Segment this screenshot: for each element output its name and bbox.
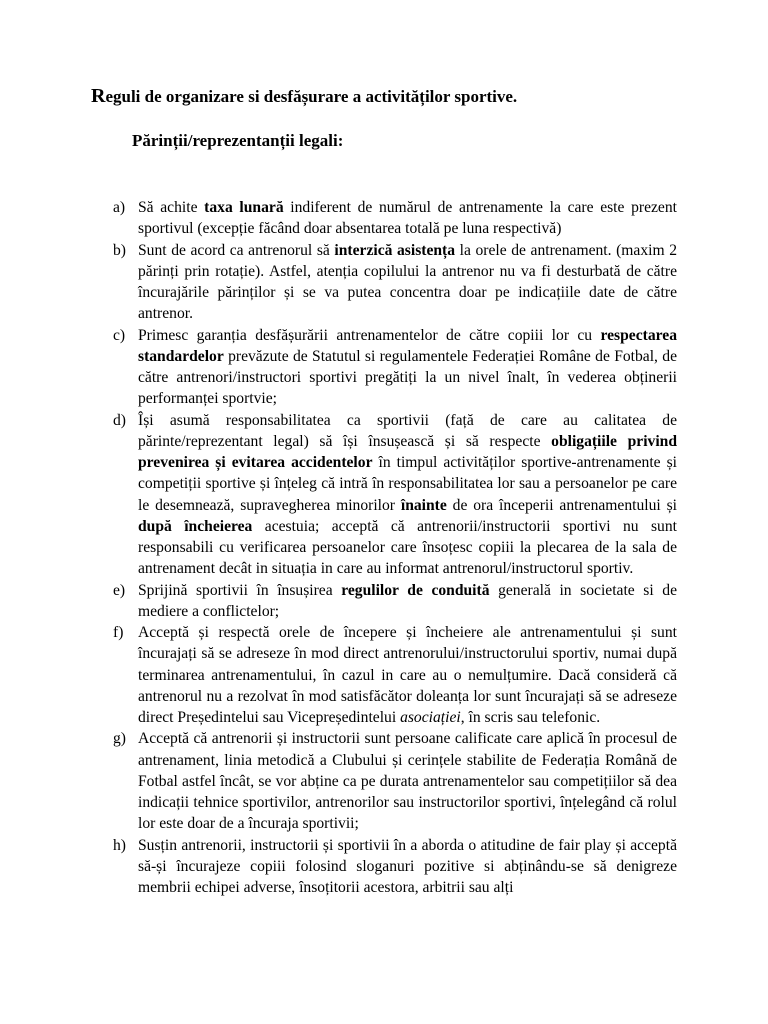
rule-text bbox=[138, 412, 677, 578]
rule-text-fragment: Acceptă și respectă orele de începere și încheiere ale antrenamentului și sunt încurajați să se adreseze în mod direct antrenorului/instructorului sportiv, numai după terminarea antrenamentului, în cazul in care au o nemulțumire. Dacă consideră că antrenorul nu a rezolvat în mod satisfăcător doleanța lor sunt încurajați să se adreseze direct Președintelui sau Vicepreședintelui bbox=[138, 624, 677, 726]
rule-text-fragment: Să achite bbox=[138, 199, 205, 216]
rule-emphasis: după încheierea bbox=[138, 517, 253, 535]
rule-item bbox=[0, 580, 677, 623]
rule-text bbox=[138, 242, 677, 323]
rule-text bbox=[138, 730, 677, 832]
rule-text-fragment: prevăzute de Statutul si regulamentele Federației Române de Fotbal, de către antrenori/instructori sportivi pregătiți la un nivel înalt, în vederea obținerii performanței sportvie; bbox=[138, 347, 677, 408]
rule-marker: h) bbox=[113, 836, 126, 854]
rule-text bbox=[138, 837, 677, 897]
rule-item bbox=[0, 240, 677, 325]
rule-text-fragment: Sprijină sportivii în însușirea bbox=[138, 581, 342, 599]
rule-marker: c) bbox=[113, 326, 126, 344]
rules-list bbox=[0, 197, 768, 898]
rule-item bbox=[0, 835, 677, 899]
rule-marker: e) bbox=[113, 581, 126, 599]
rule-item bbox=[0, 728, 677, 834]
rule-emphasis: respectarea standardelor bbox=[138, 326, 677, 365]
rule-text-fragment: Susțin antrenorii, instructorii și sportivii în a aborda o atitudine de fair play și acceptă să-și încurajeze copiii folosind sloganuri pozitive si abținându-se să denigreze membrii echipei adverse, însoțitorii acestora, arbitrii sau alți bbox=[138, 836, 677, 896]
rule-emphasis: regulilor de conduită bbox=[341, 581, 490, 599]
rule-text-fragment: Își asumă responsabilitatea ca sportivii (față de care au calitatea de părinte/reprezentant legal) să își însușească și să respecte bbox=[138, 411, 677, 450]
rule-text-fragment: , în scris sau telefonic. bbox=[460, 709, 601, 726]
rule-marker: d) bbox=[113, 411, 126, 429]
rule-text bbox=[138, 327, 677, 408]
rule-emphasis: înainte bbox=[400, 496, 447, 514]
rule-text bbox=[138, 582, 677, 620]
rule-item bbox=[0, 325, 677, 410]
rule-text-fragment: generală in societate si de mediere a conflictelor; bbox=[138, 581, 678, 620]
rule-item bbox=[0, 410, 677, 580]
rule-marker: b) bbox=[113, 241, 126, 259]
section-heading: Părinții/reprezentanții legali: bbox=[132, 131, 344, 150]
rule-text-fragment: Acceptă că antrenorii și instructorii sunt persoane calificate care aplică în procesul de antrenament, linia metodică a Clubului și cerințele stabilite de Federația Română de Fotbal astfel încât, se vor abține ca pe durata antrenamentelor sau competițiilor să dea indicații tehnice sportivilor, antrenorilor sau instructorilor sportivi, înțelegând că rolul lor este doar de a încuraja sportivii; bbox=[138, 730, 677, 833]
rule-text-fragment: acestuia; acceptă că antrenorii/instructorii sportivi nu sunt responsabili cu verificarea persoanelor care însoțesc copiii la plecarea de la sala de antrenament decât in situația in care au informat antrenorul/instructorul sportiv. bbox=[138, 517, 677, 578]
title-initial: R bbox=[91, 85, 106, 107]
rule-item bbox=[0, 197, 677, 240]
rule-marker: g) bbox=[113, 730, 126, 748]
rule-text bbox=[138, 199, 677, 237]
rule-text bbox=[138, 624, 677, 726]
rule-text-fragment: Primesc garanția desfășurării antrenamentelor de către copiii lor cu bbox=[138, 326, 601, 344]
rule-emphasis: interzică asistența bbox=[334, 241, 456, 259]
rule-marker: f) bbox=[113, 624, 124, 641]
rule-text-fragment: indiferent de numărul de antrenamente la care este prezent sportivul (excepție făcând doar absentarea totală pe luna respectivă) bbox=[138, 199, 677, 238]
rule-italic: asociației bbox=[400, 709, 461, 726]
rule-text-fragment: în timpul activităților sportive-antrenamente și competiții sportive și înțeleg că intră în responsabilitatea lor sau a persoanelor pe care le desemnează, supravegherea minorilor bbox=[138, 454, 677, 514]
rule-text-fragment: Sunt de acord ca antrenorul să bbox=[138, 241, 335, 259]
rule-emphasis: taxa lunară bbox=[204, 199, 284, 216]
document-title bbox=[91, 84, 731, 109]
rule-text-fragment: la orele de antrenament. (maxim 2 părinți prin rotație). Astfel, atenția copilului la antrenor nu va fi desturbată de către încurajările părinților și se va putea concentra doar pe indicațiile date de către antrenor. bbox=[138, 241, 678, 323]
rule-text-fragment: de ora începerii antrenamentului și bbox=[446, 496, 677, 514]
rule-emphasis: obligațiile privind prevenirea și evitarea accidentelor bbox=[138, 432, 677, 471]
rule-item bbox=[0, 622, 677, 728]
title-text: eguli de organizare si desfășurare a activităților sportive. bbox=[105, 87, 518, 106]
rule-marker: a) bbox=[113, 199, 126, 216]
